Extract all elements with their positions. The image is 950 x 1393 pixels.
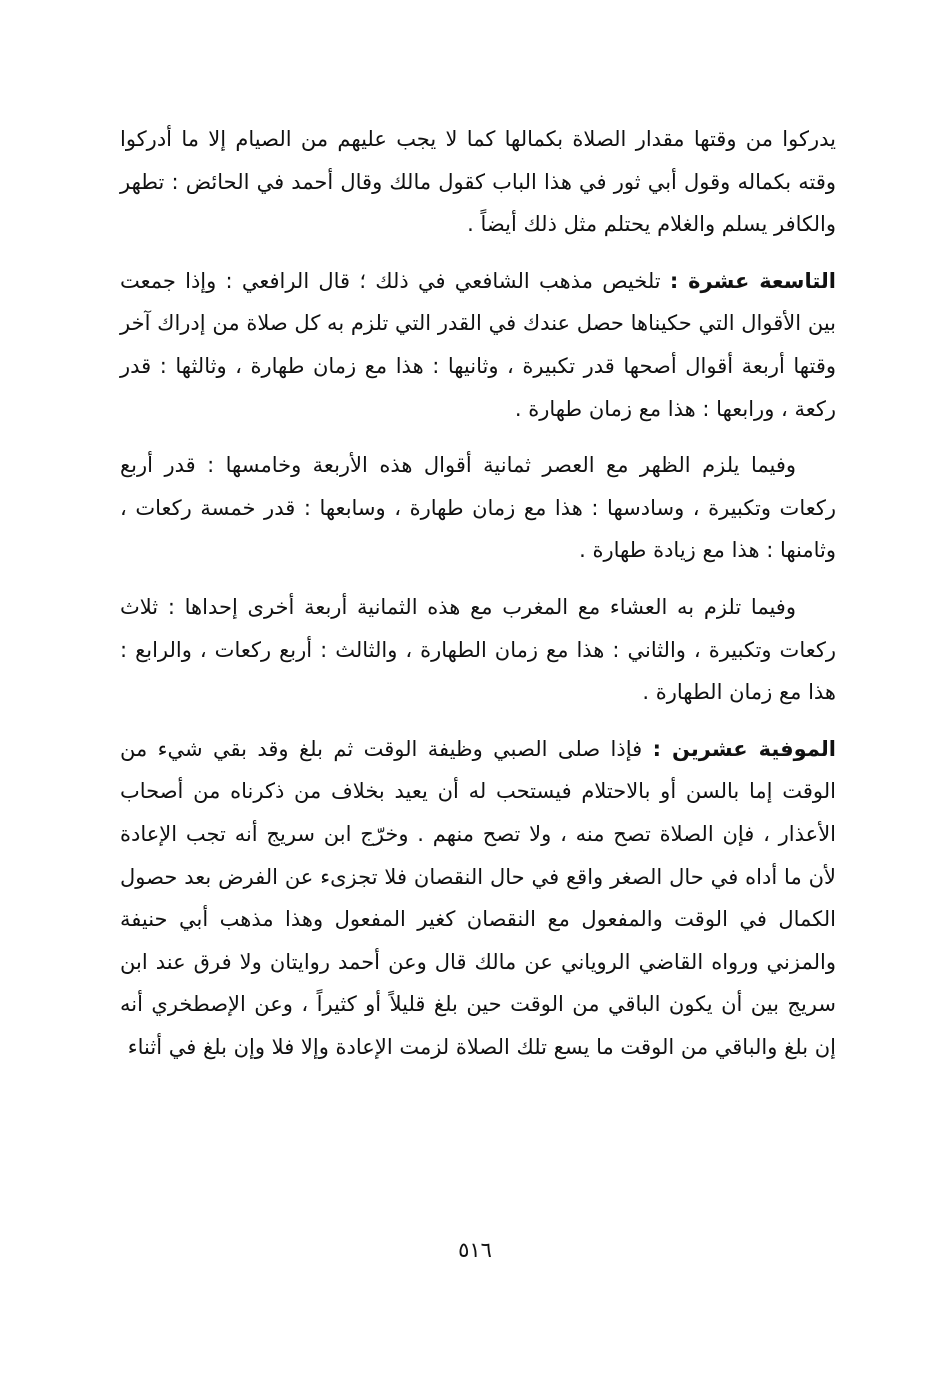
paragraph-5-heading: الموفية عشرين : [652, 736, 836, 761]
paragraph-2-heading: التاسعة عشرة : [669, 268, 836, 293]
paragraph-5 [120, 728, 836, 1069]
paragraph-5-text: فإذا صلى الصبي وظيفة الوقت ثم بلغ وقد بقي شيء من الوقت إما بالسن أو بالاحتلام فيستحب له أن يعيد بخلاف من ذكرناه من أصحاب الأعذار ، فإن الصلاة تصح منه ، ولا تصح منهم . وخرّج ابن سريج أنه تجب الإعادة لأن ما أداه في حال الصغر واقع في حال النقصان فلا تجزىء عن الفرض بعد حصول الكمال في الوقت والمفعول مع النقصان كغير المفعول وهذا مذهب أبي حنيفة والمزني ورواه القاضي الروياني عن مالك قال وعن أحمد روايتان ولا فرق عند ابن سريج بين أن يكون الباقي من الوقت حين بلغ قليلاً أو كثيراً ، وعن الإصطخري أنه إن بلغ والباقي من الوقت ما يسع تلك الصلاة لزمت الإعادة وإلا فلا وإن بلغ في أثناء [120, 736, 836, 1059]
paragraph-1-text: يدركوا من وقتها مقدار الصلاة بكمالها كما لا يجب عليهم من الصيام إلا ما أدركوا وقته بكماله وقول أبي ثور في هذا الباب كقول مالك وقال أحمد في الحائض : تطهر والكافر يسلم والغلام يحتلم مثل ذلك أيضاً . [120, 127, 836, 237]
paragraph-1 [120, 118, 836, 246]
paragraph-4 [120, 586, 836, 714]
paragraph-3-text: وفيما يلزم الظهر مع العصر ثمانية أقوال هذه الأربعة وخامسها : قدر أربع ركعات وتكبيرة ، وسادسها : هذا مع زمان طهارة ، وسابعها : قدر خمسة ركعات ، وثامنها : هذا مع زيادة طهارة . [120, 453, 836, 563]
paragraph-3 [120, 444, 836, 572]
page-number: ٥١٦ [458, 1238, 492, 1262]
paragraph-4-text: وفيما تلزم به العشاء مع المغرب مع هذه الثمانية أربعة أخرى إحداها : ثلاث ركعات وتكبيرة ، والثاني : هذا مع زمان الطهارة ، والثالث : أربع ركعات ، والرابع : هذا مع زمان الطهارة . [120, 594, 836, 705]
paragraph-2 [120, 260, 836, 430]
paragraph-2-text: تلخيص مذهب الشافعي في ذلك ؛ قال الرافعي : وإذا جمعت بين الأقوال التي حكيناها حصل عندك في القدر التي تلزم به كل صلاة من إدراك آخر وقتها أربعة أقوال أصحها قدر تكبيرة ، وثانيها : هذا مع زمان طهارة ، وثالثها : قدر ركعة ، ورابعها : هذا مع زمان طهارة . [120, 268, 836, 421]
body-text [120, 118, 836, 1082]
